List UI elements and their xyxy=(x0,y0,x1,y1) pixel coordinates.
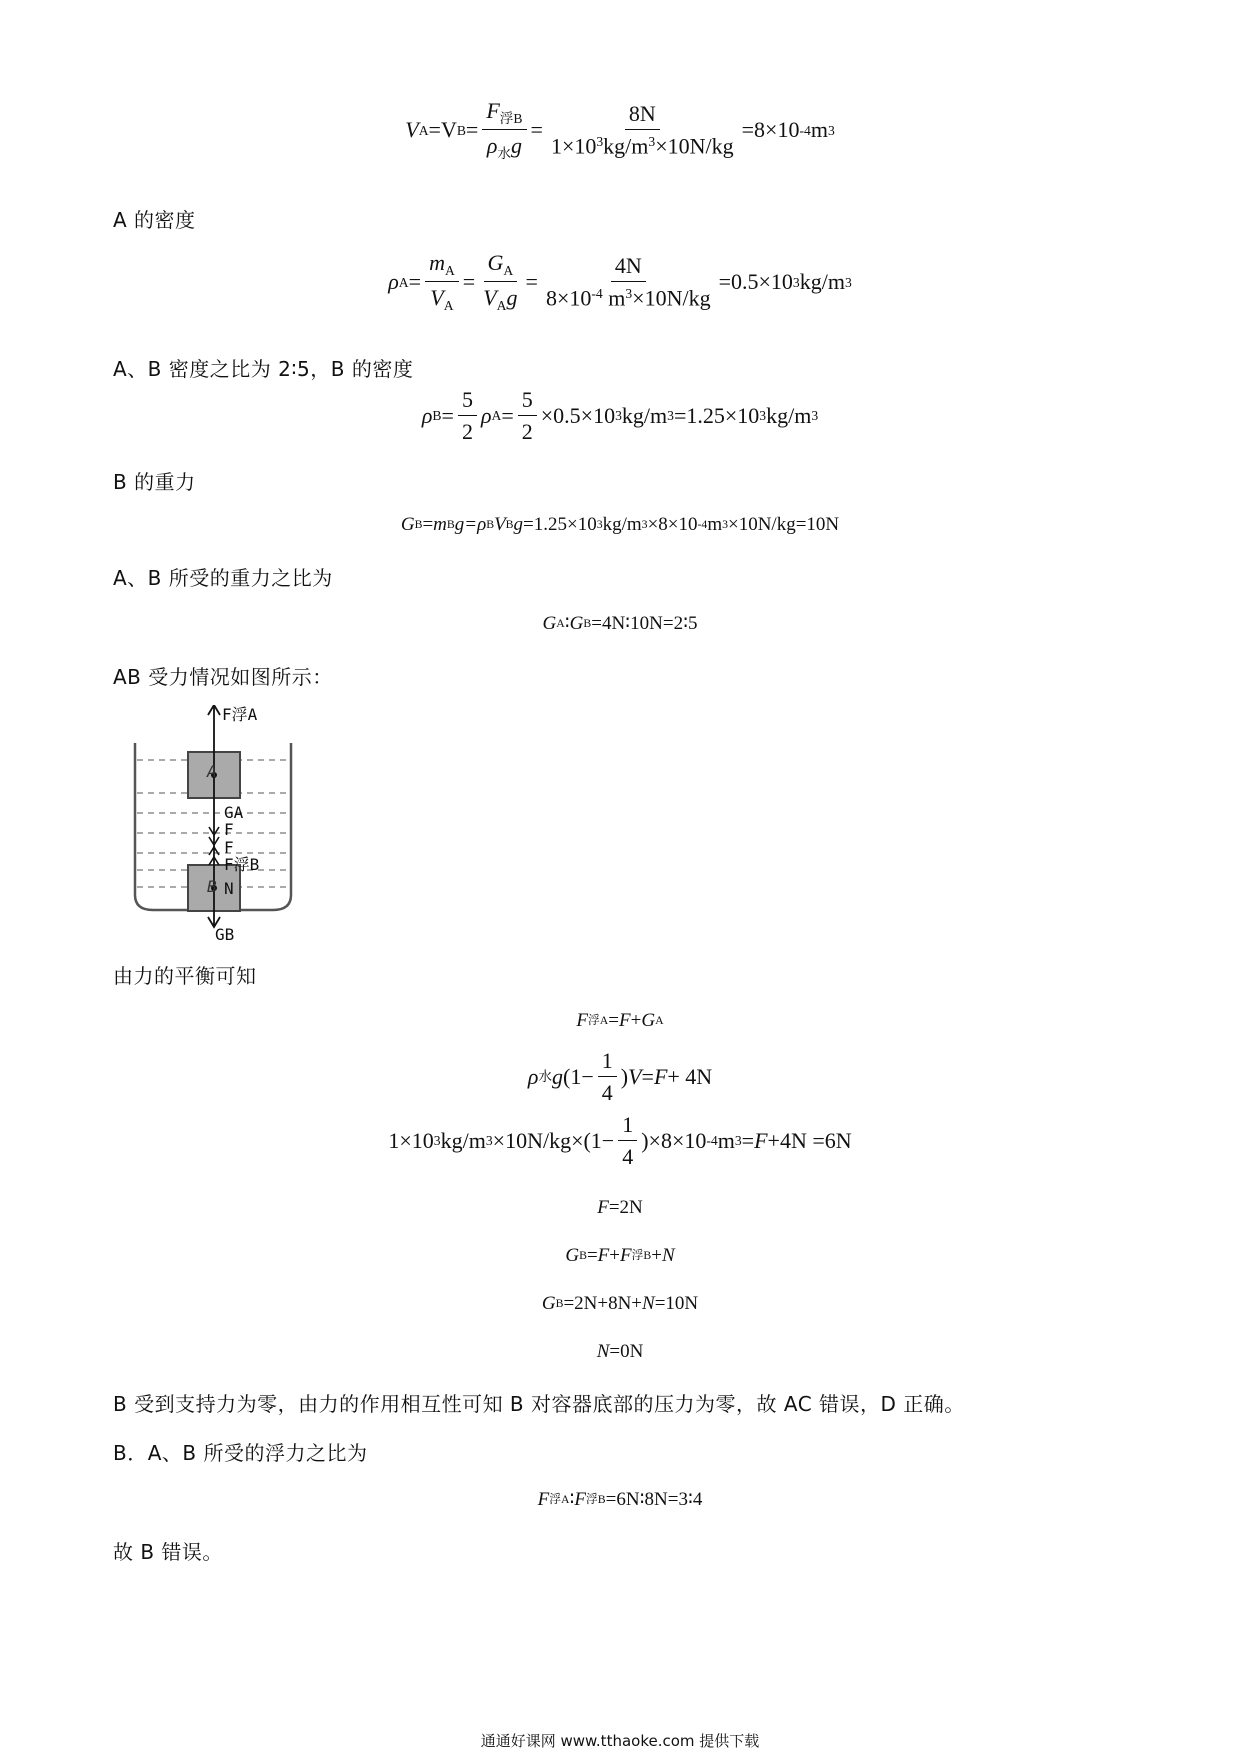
eq-text: kg/m xyxy=(621,403,668,428)
eq-sub: B xyxy=(486,517,495,531)
eq-text: V xyxy=(405,117,419,143)
eq-text: kg/m xyxy=(799,269,845,295)
eq-text: =2N xyxy=(608,1197,643,1218)
fraction xyxy=(482,100,526,161)
eq-sub: 浮A xyxy=(549,1492,570,1506)
fraction xyxy=(547,103,738,158)
eq-text: = xyxy=(641,1064,654,1089)
eq-text: m xyxy=(707,514,723,535)
eq-text: N xyxy=(661,1245,675,1266)
eq-text: ×0.5×10 xyxy=(540,403,616,428)
eq-sub: B xyxy=(505,517,514,531)
eq-text: N xyxy=(596,1341,610,1362)
eq-text: 4 xyxy=(601,1080,613,1105)
eq-text: g xyxy=(552,1064,563,1089)
label-b: B xyxy=(207,877,217,896)
eq-sup: 3 xyxy=(596,134,604,150)
eq-sup: 3 xyxy=(667,408,674,424)
label-f2: F xyxy=(224,838,234,857)
eq-text: +4N =6N xyxy=(767,1128,852,1153)
equation-buoyancy-ratio xyxy=(0,1490,1240,1509)
eq-text: = xyxy=(465,117,479,143)
eq-sub: 水 xyxy=(497,146,512,162)
eq-text: G xyxy=(541,1293,556,1314)
eq-text: V xyxy=(430,285,444,311)
equation-weight-b xyxy=(0,515,1240,534)
text-line: A、B 所受的重力之比为 xyxy=(113,566,333,590)
fraction xyxy=(618,1114,637,1168)
eq-text: = xyxy=(741,1128,755,1153)
eq-sup: 3 xyxy=(625,286,633,302)
eq-sup: -4 xyxy=(706,1133,718,1149)
eq-sub: B xyxy=(583,616,592,630)
eq-text: g xyxy=(511,133,523,159)
eq-sup: 3 xyxy=(759,408,767,424)
eq-text: 8N xyxy=(628,101,656,127)
eq-sup: -4 xyxy=(697,517,708,531)
fraction xyxy=(598,1050,617,1104)
eq-sup: 3 xyxy=(827,122,835,138)
eq-text: G xyxy=(542,613,557,634)
eq-text: = xyxy=(422,514,434,535)
eq-text: G xyxy=(569,613,584,634)
eq-sup: 3 xyxy=(596,517,603,531)
text-line: A 的密度 xyxy=(113,208,196,232)
eq-sub: A xyxy=(444,262,455,278)
eq-text: ×10N/kg xyxy=(655,133,734,159)
eq-sub: B xyxy=(555,1296,564,1310)
eq-sup: -4 xyxy=(591,286,603,302)
eq-text: = xyxy=(530,117,543,143)
eq-sup: 3 xyxy=(792,274,800,290)
fraction xyxy=(518,389,537,443)
equation-balance-b-numeric xyxy=(0,1294,1240,1313)
text-line: A、B 密度之比为 2∶5，B 的密度 xyxy=(113,357,414,381)
equation-n-value xyxy=(0,1342,1240,1361)
label-gb: GB xyxy=(215,925,235,940)
equation-balance-a xyxy=(0,1011,1240,1030)
eq-sub: B xyxy=(432,408,442,424)
eq-text: =2N+8N+ xyxy=(563,1293,643,1314)
eq-text: = xyxy=(501,403,514,428)
eq-text: G xyxy=(565,1245,580,1266)
eq-text: =6N∶8N=3∶4 xyxy=(605,1489,703,1510)
eq-text: F xyxy=(574,1489,587,1510)
eq-text: =1.25×10 xyxy=(523,514,597,535)
eq-sub: A xyxy=(556,616,565,630)
eq-text: G xyxy=(641,1010,656,1031)
eq-sub: A xyxy=(491,408,502,424)
eq-text: = xyxy=(462,269,476,295)
eq-text: = xyxy=(586,1245,598,1266)
eq-sub: 水 xyxy=(538,1069,552,1085)
eq-text: G xyxy=(487,250,504,275)
equation-density-b xyxy=(0,389,1240,443)
eq-text: V xyxy=(483,285,497,311)
eq-sub: A xyxy=(496,298,507,314)
text-line: B 的重力 xyxy=(113,470,196,494)
eq-text: )×8×10 xyxy=(641,1128,707,1153)
eq-sub: 浮B xyxy=(631,1248,652,1262)
eq-text: 2 xyxy=(521,419,533,444)
eq-text: F xyxy=(486,98,500,123)
equation-density-a xyxy=(0,252,1240,313)
eq-sub: A xyxy=(655,1013,664,1027)
eq-text: G xyxy=(400,514,415,535)
equation-f-value xyxy=(0,1198,1240,1217)
eq-text: ρ xyxy=(421,403,433,428)
text-line: B．A、B 所受的浮力之比为 xyxy=(113,1441,368,1465)
eq-text: 1×10 xyxy=(550,133,597,159)
eq-text: m xyxy=(429,250,445,275)
eq-sup: 3 xyxy=(648,134,656,150)
eq-sub: A xyxy=(418,122,429,138)
eq-text: 8×10 xyxy=(545,285,592,311)
eq-text: ∶ xyxy=(564,613,570,634)
fraction xyxy=(542,255,715,310)
eq-text: ρ xyxy=(477,514,487,535)
eq-text: V xyxy=(628,1064,642,1089)
eq-text: F xyxy=(597,1197,609,1218)
eq-text: ×8×10 xyxy=(647,514,698,535)
eq-sup: 3 xyxy=(485,1133,493,1149)
eq-text: g xyxy=(513,514,524,535)
eq-sub: 浮B xyxy=(586,1492,606,1506)
eq-text: ×10N/kg xyxy=(632,285,711,311)
label-a: A xyxy=(207,762,217,781)
eq-text: =1.25×10 xyxy=(673,403,760,428)
eq-text: ∶ xyxy=(569,1489,575,1510)
eq-text: V xyxy=(494,514,506,535)
eq-text: N xyxy=(642,1293,655,1314)
eq-text: + xyxy=(630,1010,642,1031)
eq-sup: -4 xyxy=(799,122,811,138)
eq-text: F xyxy=(597,1245,610,1266)
eq-sup: 3 xyxy=(615,408,622,424)
text-line: B 受到支持力为零，由力的作用相互性可知 B 对容器底部的压力为零，故 AC 错误，D 正确。 xyxy=(113,1392,965,1416)
eq-text: g xyxy=(506,285,518,311)
eq-text: 5 xyxy=(518,389,537,416)
eq-sub: 浮A xyxy=(588,1013,609,1027)
eq-text: =10N xyxy=(654,1293,699,1314)
eq-sub: B xyxy=(446,517,455,531)
fraction xyxy=(425,252,459,313)
eq-text: F xyxy=(576,1010,589,1031)
eq-text: m xyxy=(433,514,447,535)
eq-text: =0.5×10 xyxy=(718,269,793,295)
eq-text: =0N xyxy=(609,1341,644,1362)
eq-sub: A xyxy=(443,298,454,314)
eq-text: m xyxy=(810,117,828,143)
eq-text: 5 xyxy=(458,389,477,416)
label-n: N xyxy=(224,879,234,898)
eq-text: kg/m xyxy=(440,1128,486,1153)
eq-sub: B xyxy=(414,517,423,531)
equation-balance-b xyxy=(0,1246,1240,1265)
page-footer: 通通好课网 www.tthaoke.com 提供下载 xyxy=(480,1732,760,1750)
eq-text: = xyxy=(441,403,454,428)
eq-text: kg/m xyxy=(602,514,642,535)
equation-buoyancy-a xyxy=(0,1050,1240,1104)
eq-text: + 4N xyxy=(667,1064,713,1089)
text-line: 故 B 错误。 xyxy=(113,1540,223,1564)
eq-sup: 3 xyxy=(433,1133,441,1149)
fraction xyxy=(479,252,521,313)
eq-text: =4N∶10N=2∶5 xyxy=(591,613,698,634)
eq-text: kg/m xyxy=(603,133,649,159)
equation-buoyancy-numeric xyxy=(0,1114,1240,1168)
eq-text: g= xyxy=(454,514,478,535)
eq-text: F xyxy=(620,1245,632,1266)
eq-sub: 浮B xyxy=(499,110,523,126)
fraction xyxy=(458,389,477,443)
eq-text: F xyxy=(754,1128,768,1153)
eq-text: ) xyxy=(620,1064,629,1089)
eq-text: 1×10 xyxy=(388,1128,434,1153)
eq-text: 1 xyxy=(618,1114,637,1141)
equation-weight-ratio xyxy=(0,614,1240,633)
eq-text: ×10N/kg=10N xyxy=(727,514,840,535)
eq-text: = xyxy=(608,1010,620,1031)
eq-text: + xyxy=(609,1245,620,1266)
eq-text: m xyxy=(602,285,626,311)
label-ga: GA xyxy=(224,803,244,822)
eq-text: ρ xyxy=(486,133,498,159)
eq-sup: 3 xyxy=(811,408,819,424)
text-line: AB 受力情况如图所示： xyxy=(113,665,333,689)
eq-text: m xyxy=(717,1128,735,1153)
text-line: 由力的平衡可知 xyxy=(113,964,257,988)
force-diagram xyxy=(125,705,320,940)
eq-text: F xyxy=(619,1010,631,1031)
eq-sub: A xyxy=(503,262,514,278)
eq-text: ρ xyxy=(480,403,492,428)
eq-sub: B xyxy=(456,122,466,138)
eq-text: 4 xyxy=(622,1144,634,1169)
label-fb: F浮B xyxy=(224,855,260,874)
eq-text: = xyxy=(408,269,422,295)
eq-sup: 3 xyxy=(641,517,648,531)
eq-text: (1− xyxy=(563,1064,594,1089)
eq-text: F xyxy=(653,1064,668,1089)
eq-text: ρ xyxy=(527,1064,539,1089)
eq-text: ρ xyxy=(388,269,399,295)
equation-volume xyxy=(0,100,1240,161)
eq-sup: 3 xyxy=(734,1133,742,1149)
force-diagram-svg xyxy=(125,705,320,940)
eq-text: 1 xyxy=(598,1050,617,1077)
eq-text: + xyxy=(651,1245,662,1266)
eq-text: =8×10 xyxy=(741,117,800,143)
eq-sub: B xyxy=(579,1248,587,1262)
eq-sub: A xyxy=(398,274,409,290)
eq-sup: 3 xyxy=(722,517,728,531)
eq-text: 4N xyxy=(614,253,642,279)
label-f1: F xyxy=(224,820,234,839)
eq-text: =V xyxy=(428,117,457,143)
label-fa: F浮A xyxy=(222,705,258,724)
eq-text: F xyxy=(537,1489,550,1510)
eq-text: kg/m xyxy=(766,403,812,428)
eq-sup: 3 xyxy=(844,274,852,290)
eq-text: ×10N/kg×(1− xyxy=(492,1128,615,1153)
eq-text: = xyxy=(525,269,538,295)
eq-text: 2 xyxy=(461,419,473,444)
